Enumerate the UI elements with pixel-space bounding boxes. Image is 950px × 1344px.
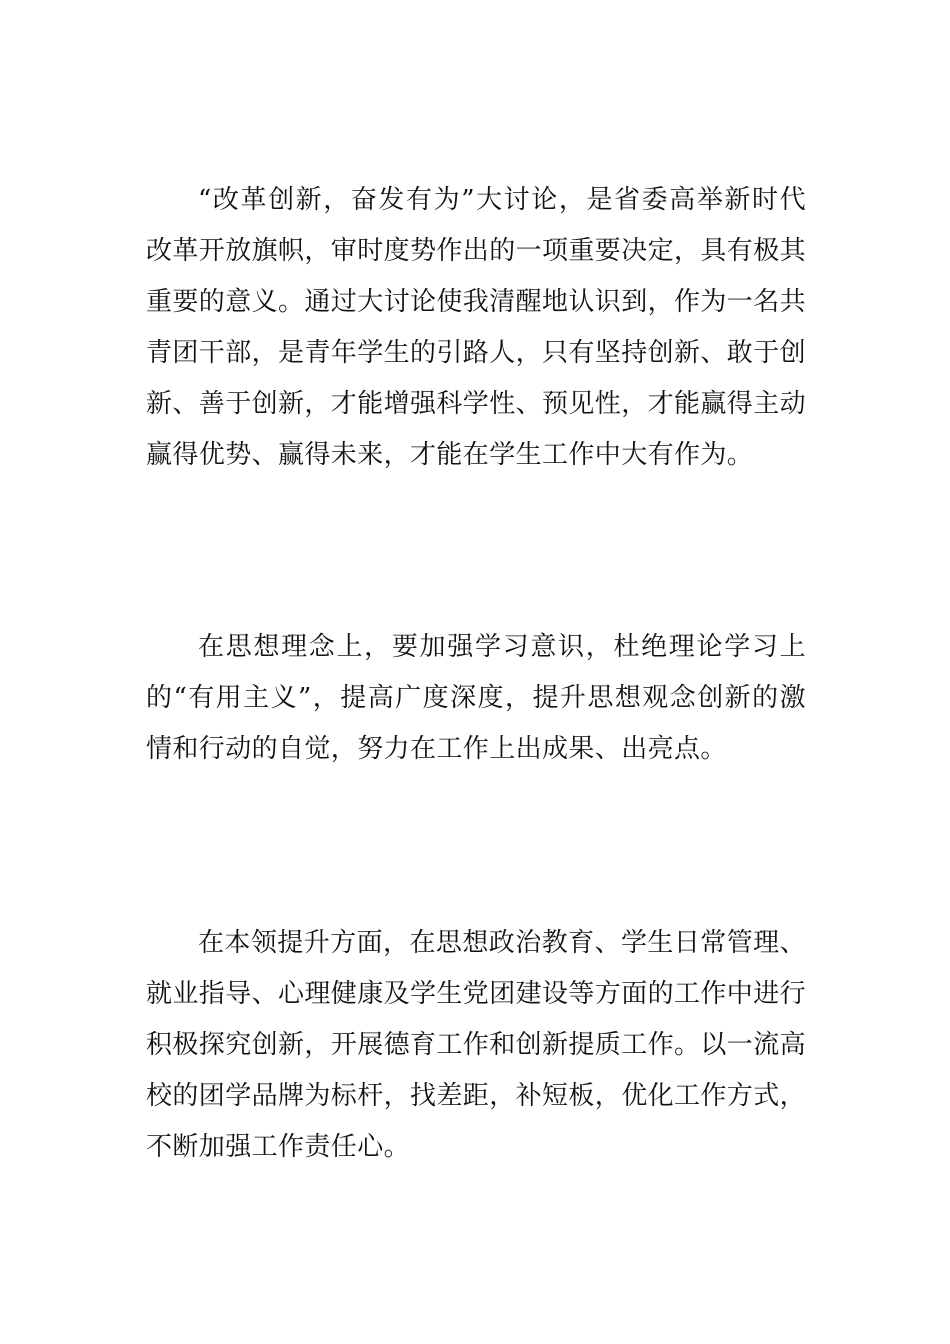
paragraph-reform-discussion: “改革创新，奋发有为”大讨论，是省委高举新时代改革开放旗帜，审时度势作出的一项重要决定，具有极其重要的意义。通过大讨论使我清醒地认识到，作为一名共青团干部，是青年学生的引路人，只有坚持创新、敢于创新、善于创新，才能增强科学性、预见性，才能赢得主动赢得优势、赢得未来，才能在学生工作中大有作为。 <box>146 185 807 470</box>
paragraph-skill-improvement: 在本领提升方面，在思想政治教育、学生日常管理、就业指导、心理健康及学生党团建设等方面的工作中进行积极探究创新，开展德育工作和创新提质工作。以一流高校的团学品牌为标杆，找差距，补短板，优化工作方式，不断加强工作责任心。 <box>146 928 807 1162</box>
paragraph-ideology: 在思想理念上，要加强学习意识，杜绝理论学习上的“有用主义”，提高广度深度，提升思想观念创新的激情和行动的自觉，努力在工作上出成果、出亮点。 <box>146 632 806 764</box>
